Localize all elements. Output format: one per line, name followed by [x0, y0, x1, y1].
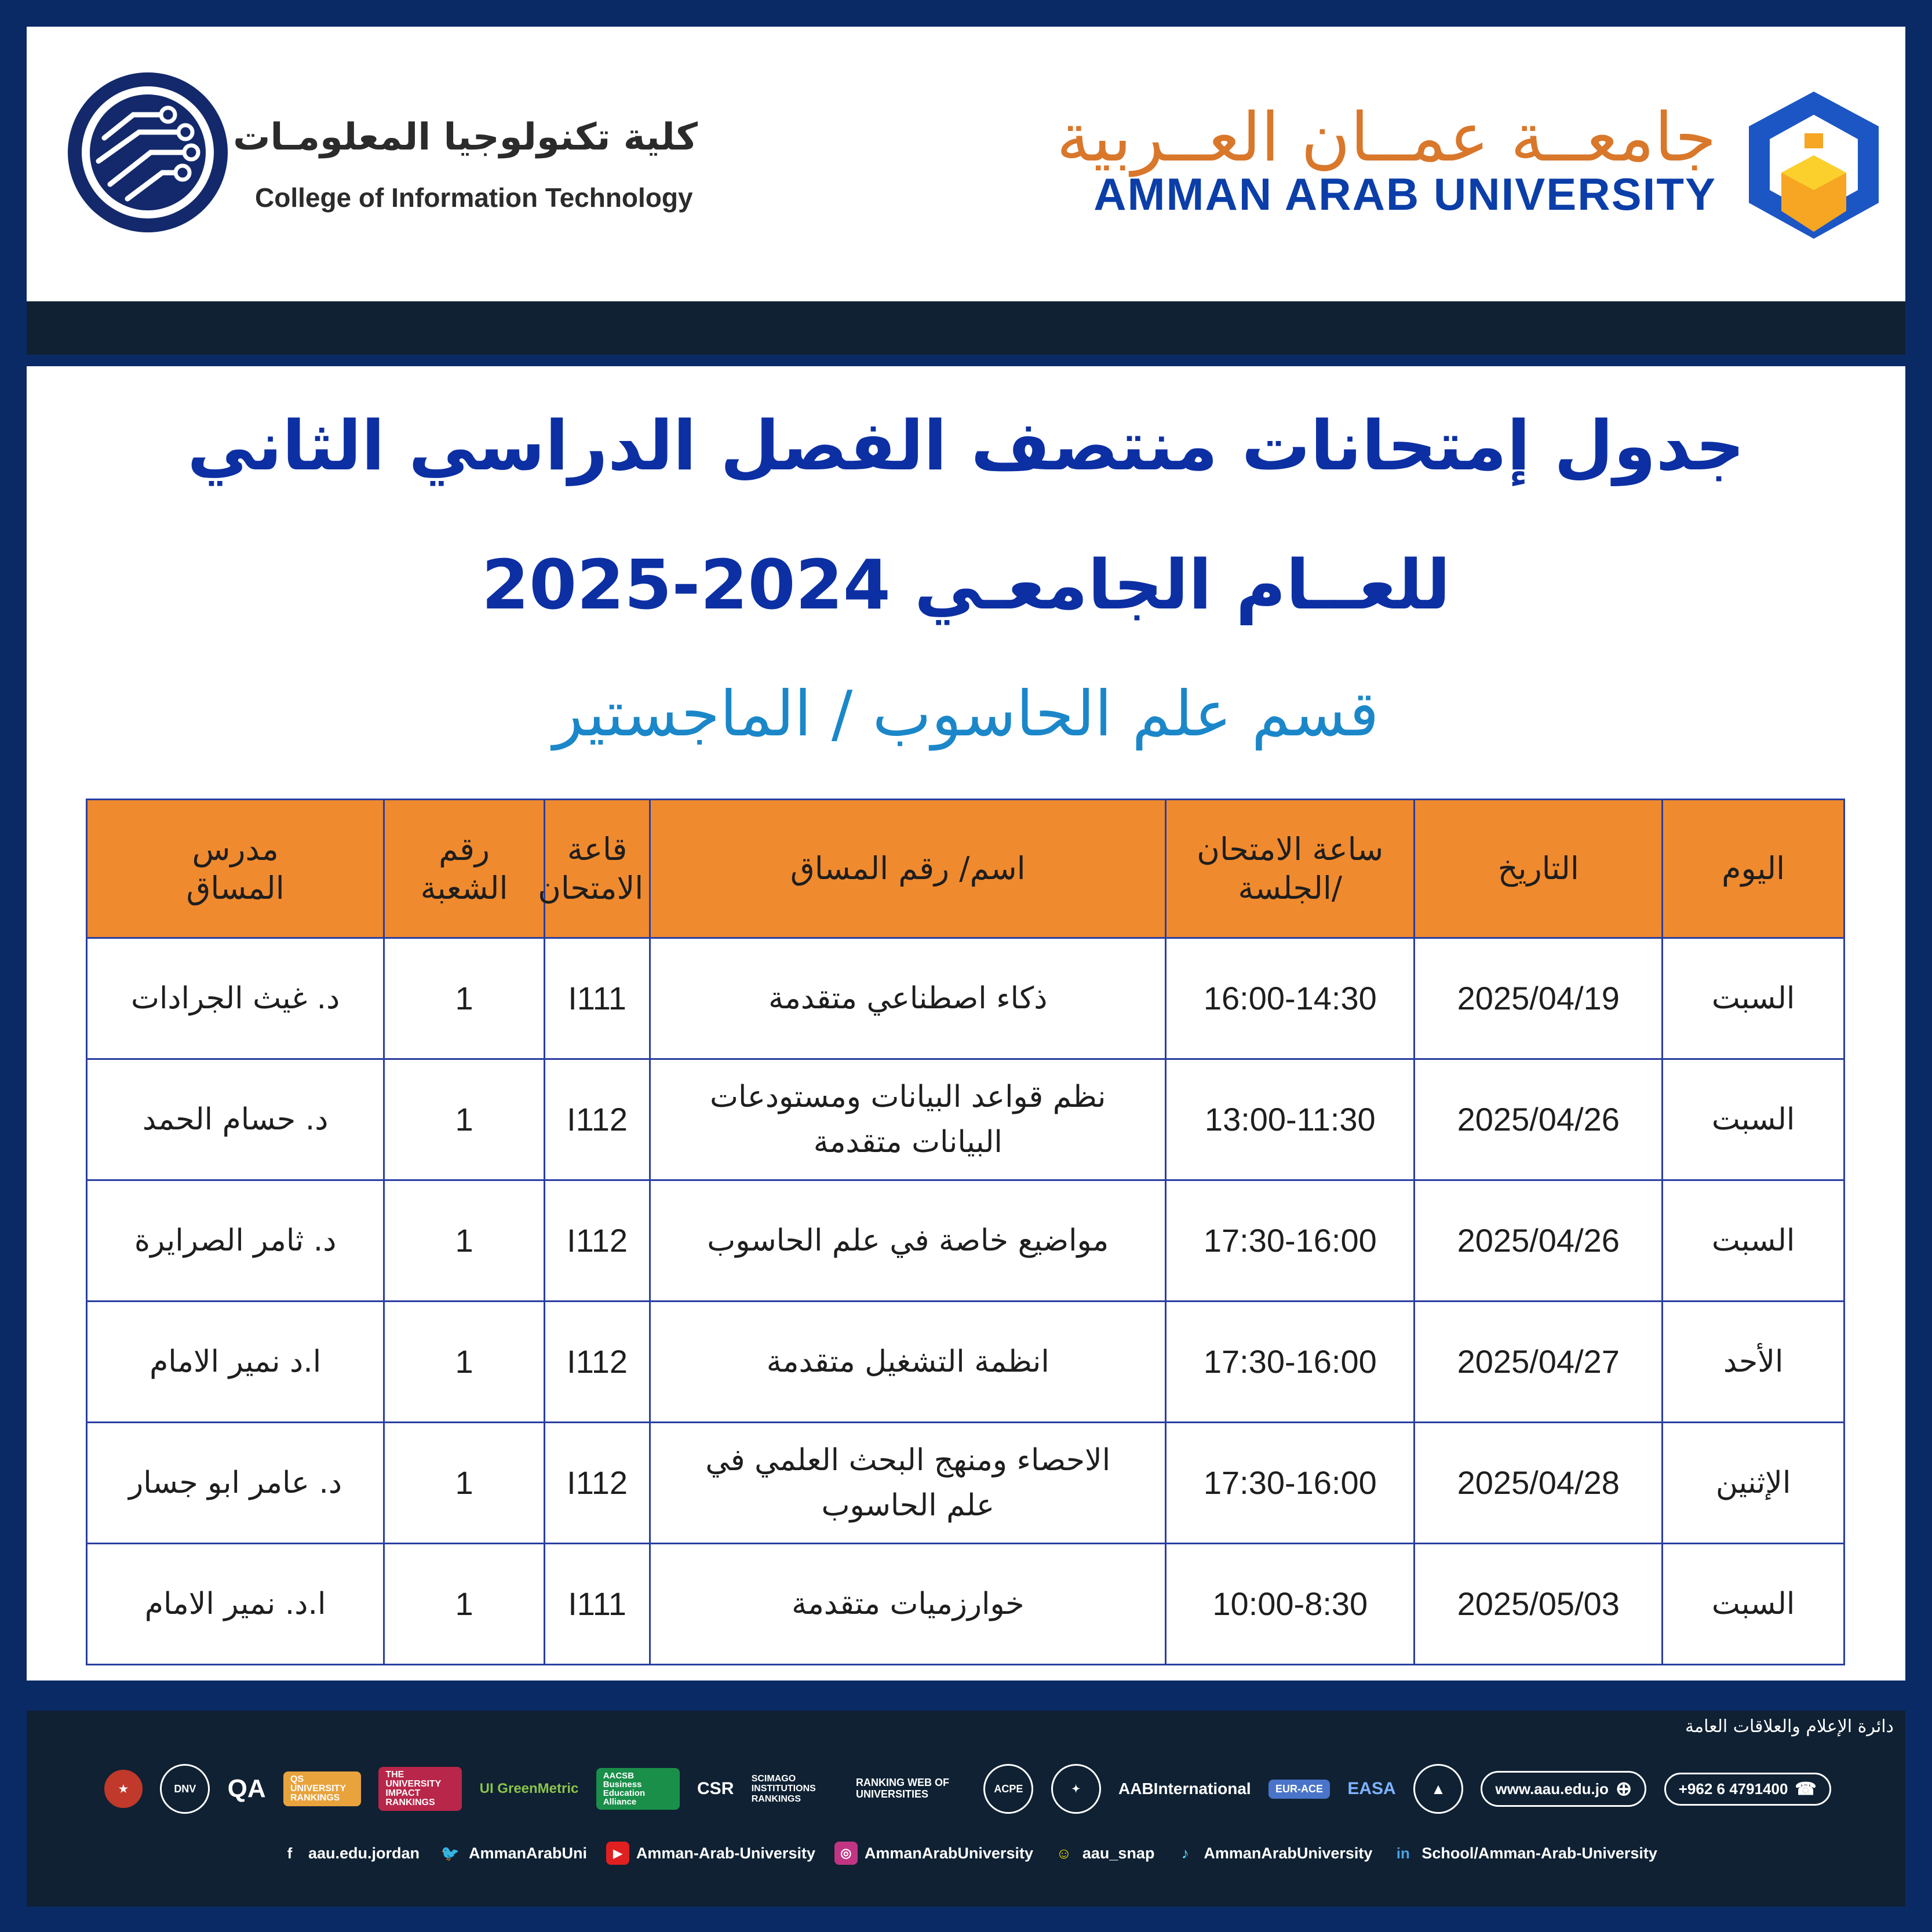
phone-text: +962 6 4791400 — [1678, 1780, 1788, 1798]
accreditation-in-progress-icon: ▲ — [1413, 1764, 1463, 1814]
cell-course: نظم قواعد البيانات ومستودعات البيانات متقدمة — [650, 1059, 1166, 1180]
cell-time: 17:30-16:00 — [1166, 1180, 1415, 1302]
header-course: اسم/ رقم المساق — [650, 800, 1166, 938]
twitter-link[interactable]: 🐦 AmmanArabUni — [439, 1842, 587, 1865]
website-text: www.aau.edu.jo — [1495, 1780, 1609, 1798]
social-links — [278, 1836, 1657, 1871]
aacsb-logo: AACSB Business Education Alliance — [596, 1768, 680, 1810]
header-hall: قاعة الامتحان — [544, 800, 650, 938]
tiktok-link[interactable]: ♪ AmmanArabUniversity — [1173, 1842, 1372, 1865]
university-name-english: AMMAN ARAB UNIVERSITY — [1093, 169, 1716, 220]
snapchat-icon: ☺ — [1056, 1844, 1072, 1862]
cell-time: 10:00-8:30 — [1166, 1544, 1415, 1665]
cell-hall: I112 — [544, 1423, 650, 1544]
the-impact-rankings-logo: THE UNIVERSITY IMPACT RANKINGS — [378, 1767, 462, 1811]
linkedin-link[interactable]: in School/Amman-Arab-University — [1391, 1842, 1657, 1865]
cell-section: 1 — [384, 1180, 545, 1302]
header-instructor: مدرس المساق — [87, 800, 384, 938]
table-row — [87, 938, 1844, 1059]
table-row — [87, 1544, 1844, 1665]
cell-time: 16:00-14:30 — [1166, 938, 1415, 1059]
cell-section: 1 — [384, 1302, 545, 1423]
cell-hall: I112 — [544, 1302, 650, 1423]
award-badge-icon: ★ — [104, 1770, 143, 1808]
table-header-row — [87, 800, 1844, 938]
phone-icon: ☎ — [1795, 1779, 1817, 1799]
acpe-logo: ACPE — [983, 1764, 1033, 1814]
cell-hall: I111 — [544, 1544, 650, 1665]
cell-day: الأحد — [1663, 1302, 1844, 1423]
cell-hall: I112 — [544, 1059, 650, 1180]
instagram-icon: ◎ — [834, 1842, 858, 1865]
table-row — [87, 1059, 1844, 1180]
cell-time: 13:00-11:30 — [1166, 1059, 1415, 1180]
tiktok-icon: ♪ — [1181, 1844, 1189, 1862]
header-section: رقم الشعبة — [384, 800, 545, 938]
cell-hall: I111 — [544, 938, 650, 1059]
table-row — [87, 1180, 1844, 1302]
facebook-icon: f — [287, 1844, 293, 1862]
webometrics-logo: RANKING WEB OF UNIVERSITIES — [856, 1777, 950, 1800]
college-logo-icon — [64, 68, 232, 236]
cell-section: 1 — [384, 938, 545, 1059]
facebook-link[interactable]: f aau.edu.jordan — [278, 1842, 420, 1865]
phone-pill[interactable] — [1664, 1773, 1831, 1806]
cell-section: 1 — [384, 1059, 545, 1180]
csr-logo: CSR — [697, 1779, 734, 1798]
table-row — [87, 1423, 1844, 1544]
cell-date: 2025/04/27 — [1415, 1302, 1663, 1423]
cell-date: 2025/04/26 — [1415, 1059, 1663, 1180]
cell-course: الاحصاء ومنهج البحث العلمي في علم الحاسوب — [650, 1423, 1166, 1544]
cell-date: 2025/04/19 — [1415, 938, 1663, 1059]
cell-time: 17:30-16:00 — [1166, 1302, 1415, 1423]
university-name-arabic: جامعــة عمــان العــربية — [1056, 99, 1716, 177]
seal-logo-icon: ✦ — [1051, 1764, 1101, 1814]
cell-section: 1 — [384, 1544, 545, 1665]
header-day: اليوم — [1663, 800, 1844, 938]
cell-instructor: د. عامر ابو جسار — [87, 1423, 384, 1544]
table-row — [87, 1302, 1844, 1423]
easa-logo: EASA — [1347, 1779, 1396, 1798]
accreditation-logos — [104, 1763, 1831, 1815]
cell-instructor: د. حسام الحمد — [87, 1059, 384, 1180]
aab-international-logo: AABInternational — [1118, 1780, 1251, 1798]
scimago-logo: SCIMAGO INSTITUTIONS RANKINGS — [751, 1773, 816, 1804]
college-name-english: College of Information Technology — [255, 183, 693, 213]
cell-instructor: د. غيث الجرادات — [87, 938, 384, 1059]
linkedin-icon: in — [1396, 1844, 1410, 1862]
cell-instructor: ا.د. نمير الامام — [87, 1544, 384, 1665]
youtube-icon: ▶ — [606, 1842, 629, 1865]
cell-day: السبت — [1663, 1544, 1844, 1665]
dnv-logo: DNV — [160, 1764, 210, 1814]
youtube-link[interactable]: ▶ Amman-Arab-University — [606, 1842, 815, 1865]
aau-logo-icon — [1744, 87, 1883, 243]
website-pill[interactable] — [1481, 1771, 1646, 1807]
globe-icon: ⊕ — [1615, 1778, 1632, 1800]
cell-time: 17:30-16:00 — [1166, 1423, 1415, 1544]
qs-rankings-logo: QS UNIVERSITY RANKINGS — [283, 1771, 361, 1806]
snapchat-link[interactable]: ☺ aau_snap — [1052, 1842, 1155, 1865]
cell-day: الإثنين — [1663, 1423, 1844, 1544]
eur-ace-logo: EUR-ACE — [1268, 1780, 1330, 1799]
cell-section: 1 — [384, 1423, 545, 1544]
cell-date: 2025/04/26 — [1415, 1180, 1663, 1302]
header-time: ساعة الامتحان /الجلسة — [1166, 800, 1415, 938]
cell-date: 2025/04/28 — [1415, 1423, 1663, 1544]
cell-date: 2025/05/03 — [1415, 1544, 1663, 1665]
instagram-link[interactable]: ◎ AmmanArabUniversity — [834, 1842, 1033, 1865]
media-department-note: دائرة الإعلام والعلاقات العامة — [1685, 1716, 1894, 1737]
cell-day: السبت — [1663, 938, 1844, 1059]
cell-day: السبت — [1663, 1180, 1844, 1302]
ui-greenmetric-logo: UI GreenMetric — [479, 1781, 579, 1796]
cell-course: مواضيع خاصة في علم الحاسوب — [650, 1180, 1166, 1302]
twitter-icon: 🐦 — [440, 1844, 460, 1862]
cell-course: خوارزميات متقدمة — [650, 1544, 1166, 1665]
college-name-arabic: كلية تكنولوجيا المعلومـات — [233, 116, 698, 159]
academic-year-title: للعــام الجامعـي 2024-2025 — [481, 545, 1450, 625]
header-divider-band — [27, 301, 1905, 355]
department-subtitle: قسم علم الحاسوب / الماجستير — [553, 678, 1379, 750]
cell-course: ذكاء اصطناعي متقدمة — [650, 938, 1166, 1059]
page-title: جدول إمتحانات منتصف الفصل الدراسي الثاني — [187, 406, 1745, 486]
exam-schedule-table — [86, 799, 1845, 1665]
cell-course: انظمة التشغيل متقدمة — [650, 1302, 1166, 1423]
cell-hall: I112 — [544, 1180, 650, 1302]
qa-logo: QA — [227, 1774, 266, 1803]
cell-instructor: د. ثامر الصرايرة — [87, 1180, 384, 1302]
cell-day: السبت — [1663, 1059, 1844, 1180]
cell-instructor: ا.د نمير الامام — [87, 1302, 384, 1423]
header-date: التاريخ — [1415, 800, 1663, 938]
